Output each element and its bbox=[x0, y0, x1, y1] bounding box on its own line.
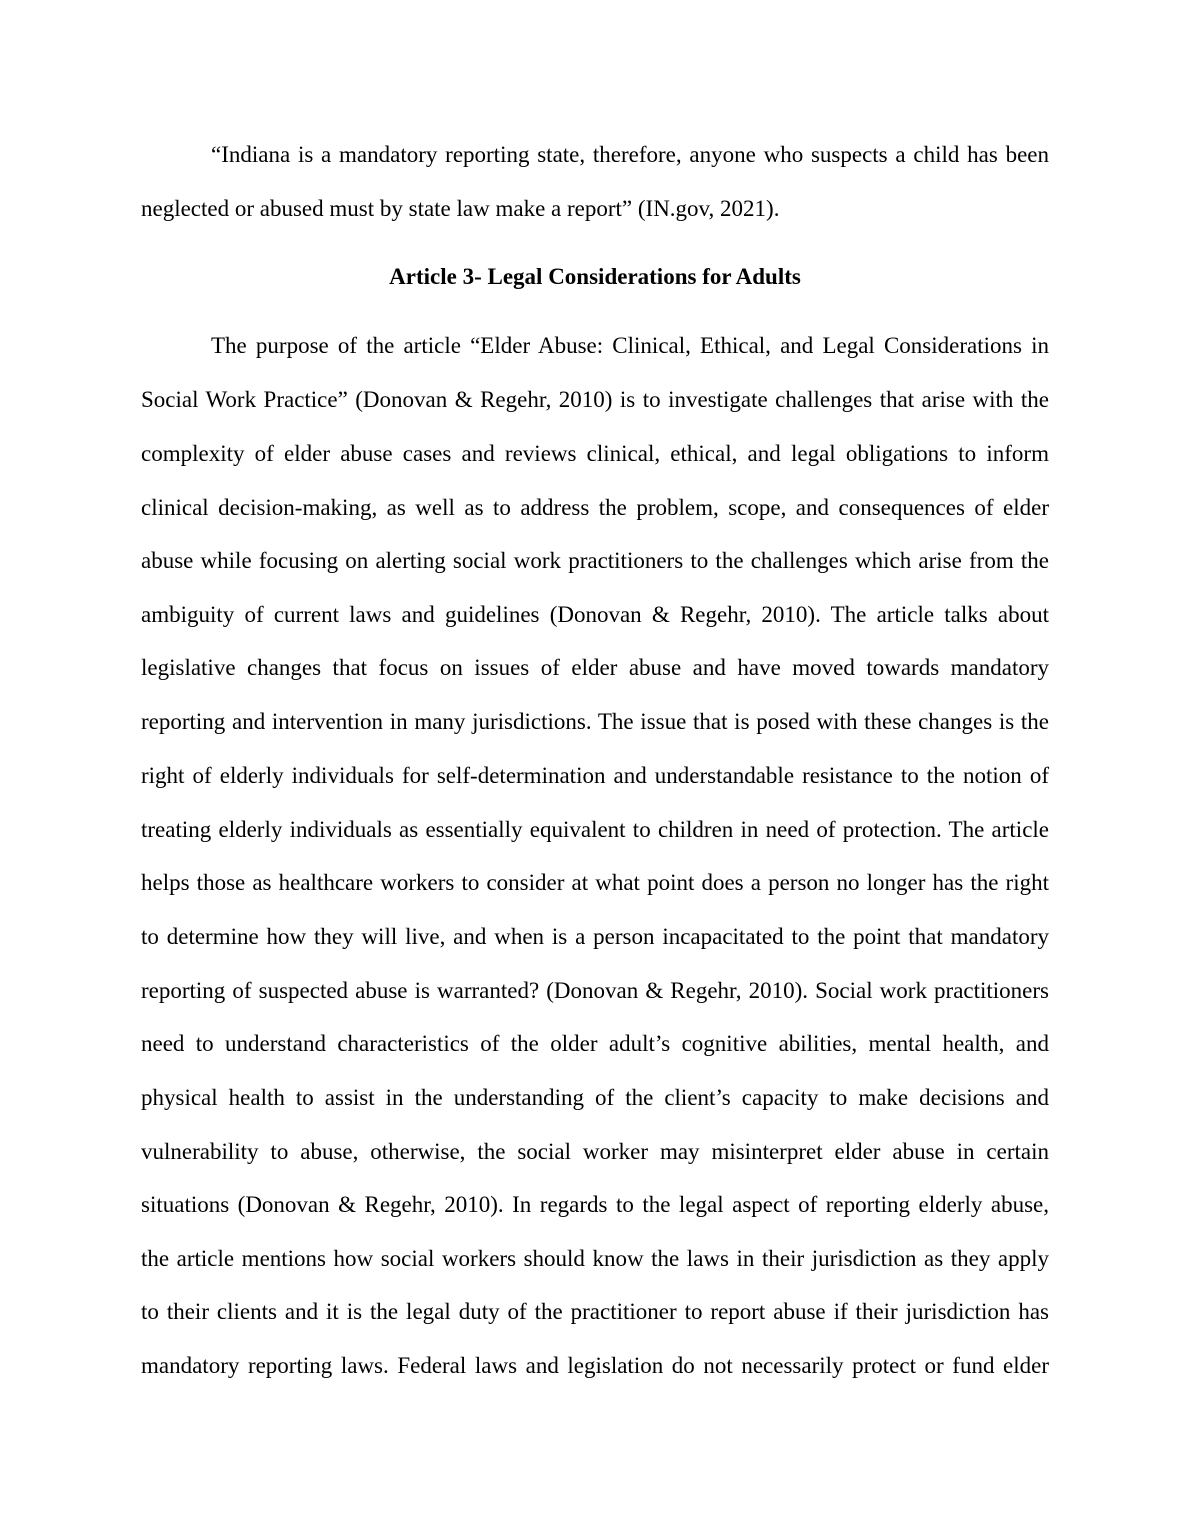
paragraph-line: the article mentions how social workers should know the laws in their jurisdiction as they apply bbox=[141, 1246, 1049, 1271]
paragraph-line: physical health to assist in the understanding of the client’s capacity to make decisions and bbox=[141, 1085, 1049, 1110]
paragraph-line: ambiguity of current laws and guidelines (Donovan & Regehr, 2010). The article talks about bbox=[141, 602, 1049, 627]
paragraph-line: The purpose of the article “Elder Abuse: Clinical, Ethical, and Legal Considerations in bbox=[211, 333, 1049, 358]
paragraph-line: Social Work Practice” (Donovan & Regehr, 2010) is to investigate challenges that arise with the bbox=[141, 387, 1049, 412]
paragraph-line: need to understand characteristics of the older adult’s cognitive abilities, mental health, and bbox=[141, 1031, 1049, 1056]
paragraph-line: to their clients and it is the legal duty of the practitioner to report abuse if their jurisdiction has bbox=[141, 1299, 1049, 1324]
paragraph-line: right of elderly individuals for self-determination and understandable resistance to the notion of bbox=[141, 763, 1049, 788]
paragraph-line: helps those as healthcare workers to consider at what point does a person no longer has the right bbox=[141, 870, 1049, 895]
paragraph-line: reporting and intervention in many jurisdictions. The issue that is posed with these changes is the bbox=[141, 709, 1049, 734]
paragraph-line: to determine how they will live, and when is a person incapacitated to the point that mandatory bbox=[141, 924, 1049, 949]
paragraph-line: clinical decision-making, as well as to address the problem, scope, and consequences of elder bbox=[141, 495, 1049, 520]
section-heading: Article 3- Legal Considerations for Adults bbox=[389, 264, 801, 289]
paragraph-line: mandatory reporting laws. Federal laws and legislation do not necessarily protect or fund elder bbox=[141, 1353, 1049, 1378]
paragraph-line: vulnerability to abuse, otherwise, the social worker may misinterpret elder abuse in certain bbox=[141, 1139, 1049, 1164]
paragraph-line: “Indiana is a mandatory reporting state, therefore, anyone who suspects a child has been bbox=[211, 142, 1049, 167]
paragraph-line: abuse while focusing on alerting social work practitioners to the challenges which arise from the bbox=[141, 548, 1049, 573]
paragraph-line: treating elderly individuals as essentially equivalent to children in need of protection. The article bbox=[141, 817, 1049, 842]
paragraph-line: neglected or abused must by state law make a report” (IN.gov, 2021). bbox=[141, 196, 780, 221]
paragraph-line: complexity of elder abuse cases and reviews clinical, ethical, and legal obligations to inform bbox=[141, 441, 1049, 466]
paragraph-line: situations (Donovan & Regehr, 2010). In regards to the legal aspect of reporting elderly abuse, bbox=[141, 1192, 1049, 1217]
paragraph-line: legislative changes that focus on issues of elder abuse and have moved towards mandatory bbox=[141, 655, 1049, 680]
paragraph-line: reporting of suspected abuse is warranted? (Donovan & Regehr, 2010). Social work practitioners bbox=[141, 978, 1049, 1003]
